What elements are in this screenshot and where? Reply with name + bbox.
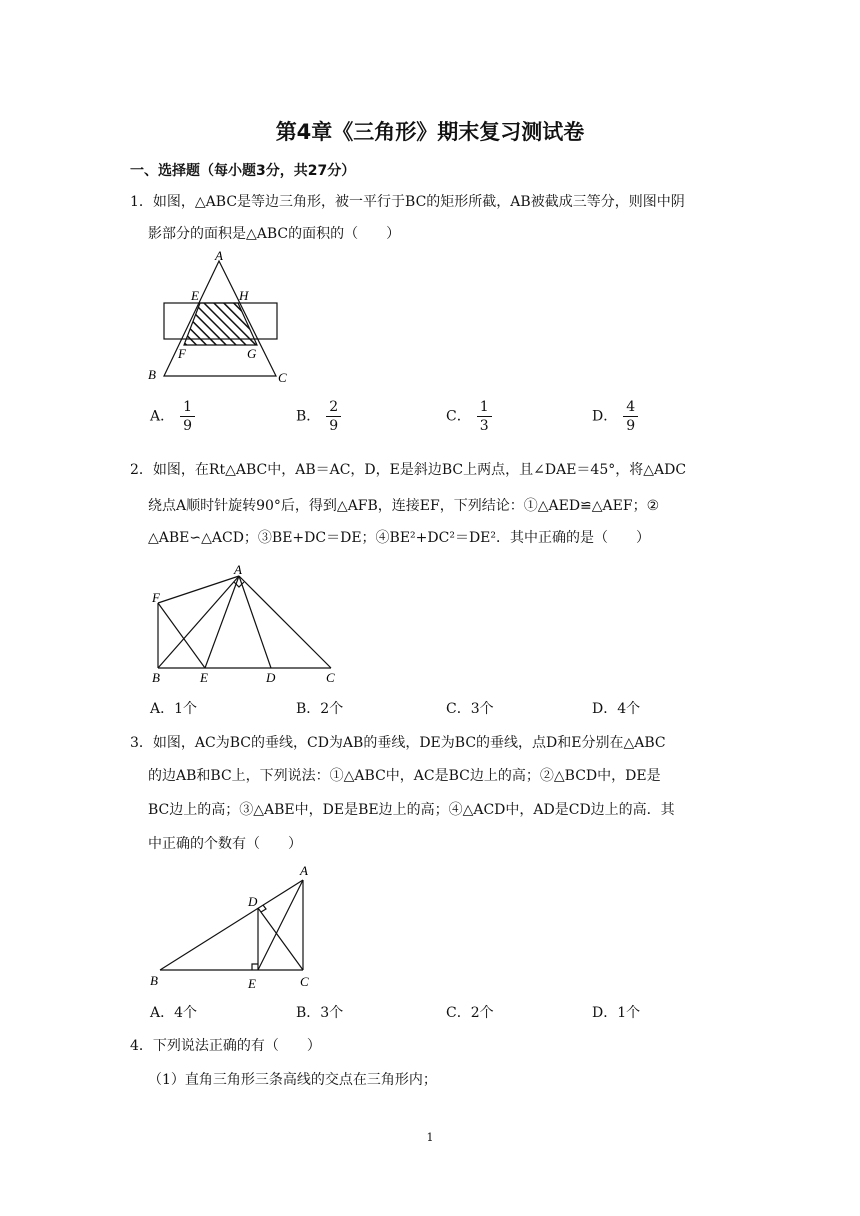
label-a: A [234,562,242,577]
question-2-line-2: 绕点A顺时针旋转90°后，得到△AFB，连接EF，下列结论：①△AED≌△AEF；② [148,498,660,514]
question-2-option-c[interactable]: C．3个 [446,701,494,717]
question-3-line-2: 的边AB和BC上，下列说法：①△ABC中，AC是BC边上的高；②△BCD中，DE是 [148,768,661,784]
question-3-option-c[interactable]: C．2个 [446,1005,494,1021]
label-b: B [150,973,158,988]
question-3-line-1: 3．如图，AC为BC的垂线，CD为AB的垂线，DE为BC的垂线，点D和E分别在△ABC [130,735,666,751]
question-1-option-d[interactable]: D． $\frac{4}{9}$ [592,398,638,435]
label-f: F [178,346,186,361]
label-c: C [300,974,309,989]
label-d: D [266,670,276,685]
label-e: E [200,670,208,685]
question-3-option-b[interactable]: B．3个 [296,1005,344,1021]
label-d: D [248,894,258,909]
question-1-line-1: 1．如图，△ABC是等边三角形，被一平行于BC的矩形所截，AB被截成三等分，则图中阴 [130,194,685,210]
question-4-item-1: （1）直角三角形三条高线的交点在三角形内； [148,1072,437,1088]
question-3-option-a[interactable]: A．4个 [150,1005,198,1021]
question-1-option-a[interactable]: A． $\frac{1}{9}$ [150,398,195,435]
question-2-figure [140,558,350,688]
label-c: C [278,370,287,385]
label-e: E [191,288,199,303]
label-g: G [247,346,257,361]
label-h: H [239,288,249,303]
label-a: A [300,863,308,878]
question-2-option-a[interactable]: A．1个 [150,701,198,717]
question-3-option-d[interactable]: D．1个 [592,1005,641,1021]
label-c: C [326,670,335,685]
question-3-line-4: 中正确的个数有（ ） [148,836,302,852]
question-1-figure [140,250,300,386]
page-number: 1 [426,1131,434,1144]
question-3-line-3: BC边上的高；③△ABE中，DE是BE边上的高；④△ACD中，AD是CD边上的高．其 [148,802,675,818]
label-f: F [152,590,160,605]
label-a: A [215,250,223,263]
question-2-line-3: △ABE∽△ACD；③BE+DC＝DE；④BE²+DC²＝DE²．其中正确的是（ ） [148,530,651,546]
page-title: 第4章《三角形》期末复习测试卷 [275,120,585,144]
question-1-option-c[interactable]: C． $\frac{1}{3}$ [446,398,492,435]
question-3-figure [140,860,330,992]
question-1-line-2: 影部分的面积是△ABC的面积的（ ） [148,226,401,242]
section-heading: 一、选择题（每小题3分，共27分） [130,163,356,179]
question-1-option-b[interactable]: B． $\frac{2}{9}$ [296,398,341,435]
question-2-line-1: 2．如图，在Rt△ABC中，AB＝AC，D，E是斜边BC上两点，且∠DAE＝45°，将△ADC [130,462,687,478]
label-b: B [152,670,160,685]
question-2-option-d[interactable]: D．4个 [592,701,641,717]
question-2-option-b[interactable]: B．2个 [296,701,344,717]
label-e: E [248,976,256,991]
label-b: B [148,367,156,382]
question-4-line-1: 4．下列说法正确的有（ ） [130,1038,321,1054]
